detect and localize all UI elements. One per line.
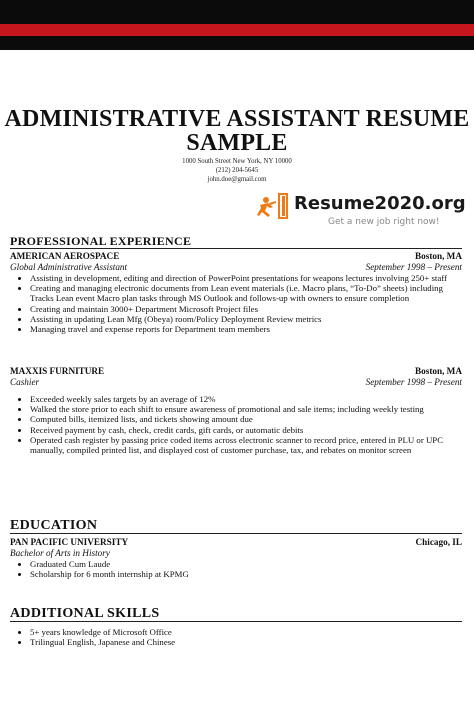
list-item: • Assisting in updating Lean Mfg (Obeya) room/Policy Deployment Review metrics: [30, 314, 462, 324]
education-bullets: [10, 559, 462, 579]
resume-title: ADMINISTRATIVE ASSISTANT RESUME: [4, 106, 470, 132]
job-bullets: [10, 273, 462, 334]
list-item: • Creating and managing electronic documents from Lean event materials (i.e. Macro plans, “To-Do” sheets) including Tracks Lean event Macro plan tasks through MS Outlook and follows-up with owners to ensure completion: [30, 283, 462, 303]
section-heading-experience: PROFESSIONAL EXPERIENCE: [10, 235, 462, 249]
list-item: • Creating and maintain 3000+ Department Microsoft Project files: [30, 304, 462, 314]
resume-title-line2: SAMPLE: [186, 130, 288, 156]
contact-address: 1000 South Street New York, NY 10000: [182, 158, 292, 165]
top-red-band: [0, 24, 474, 36]
education-degree: Bachelor of Arts in History: [10, 548, 110, 558]
list-item: • Operated cash register by passing price coded items across electronic scanner to record price, entered in PLU or UPC manually, compiled printed list, and displayed cost of customer purchase, tax, and rebates on monitor screen: [30, 435, 462, 455]
contact-phone: (212) 204-5645: [215, 167, 259, 174]
top-black-band: [0, 0, 474, 24]
job-company: AMERICAN AEROSPACE: [10, 251, 120, 261]
skills-bullets: [10, 627, 462, 647]
job-dates: September 1998 – Present: [365, 377, 462, 387]
job-company: MAXXIS FURNITURE: [10, 366, 105, 376]
job-title: Cashier: [10, 377, 40, 387]
job-dates: September 1998 – Present: [365, 262, 462, 272]
list-item: • Exceeded weekly sales targets by an average of 12%: [30, 394, 462, 404]
contact-email: john.doe@gmail.com: [207, 176, 267, 183]
list-item: • Scholarship for 6 month internship at KPMG: [30, 569, 462, 579]
section-heading-skills: ADDITIONAL SKILLS: [10, 606, 462, 622]
list-item: • Trilingual English, Japanese and Chinese: [30, 637, 462, 647]
job-location: Boston, MA: [415, 366, 462, 376]
education-school: PAN PACIFIC UNIVERSITY: [10, 537, 129, 547]
list-item: • Computed bills, itemized lists, and tickets showing amount due: [30, 414, 462, 424]
list-item: • Walked the store prior to each shift to ensure awareness of promotional and sale items; including weekly testing: [30, 404, 462, 414]
job-title: Global Administrative Assistant: [10, 262, 128, 272]
section-heading-education: EDUCATION: [10, 518, 462, 534]
watermark-tagline: Get a new job right now!: [328, 217, 440, 227]
list-item: • Assisting in development, editing and direction of PowerPoint presentations for weapons lectures involving 250+ staff: [30, 273, 462, 283]
job-bullets: [10, 394, 462, 455]
runner-door-icon: [256, 191, 290, 221]
list-item: • Managing travel and expense reports for Department team members: [30, 324, 462, 334]
job-location: Boston, MA: [415, 251, 462, 261]
watermark-name: Resume2020.org: [294, 193, 466, 214]
top-black-band-lower: [0, 36, 474, 50]
list-item: • Received payment by cash, check, credit cards, gift cards, or automatic debits: [30, 425, 462, 435]
list-item: • Graduated Cum Laude: [30, 559, 462, 569]
education-location: Chicago, IL: [415, 537, 462, 547]
list-item: • 5+ years knowledge of Microsoft Office: [30, 627, 462, 637]
